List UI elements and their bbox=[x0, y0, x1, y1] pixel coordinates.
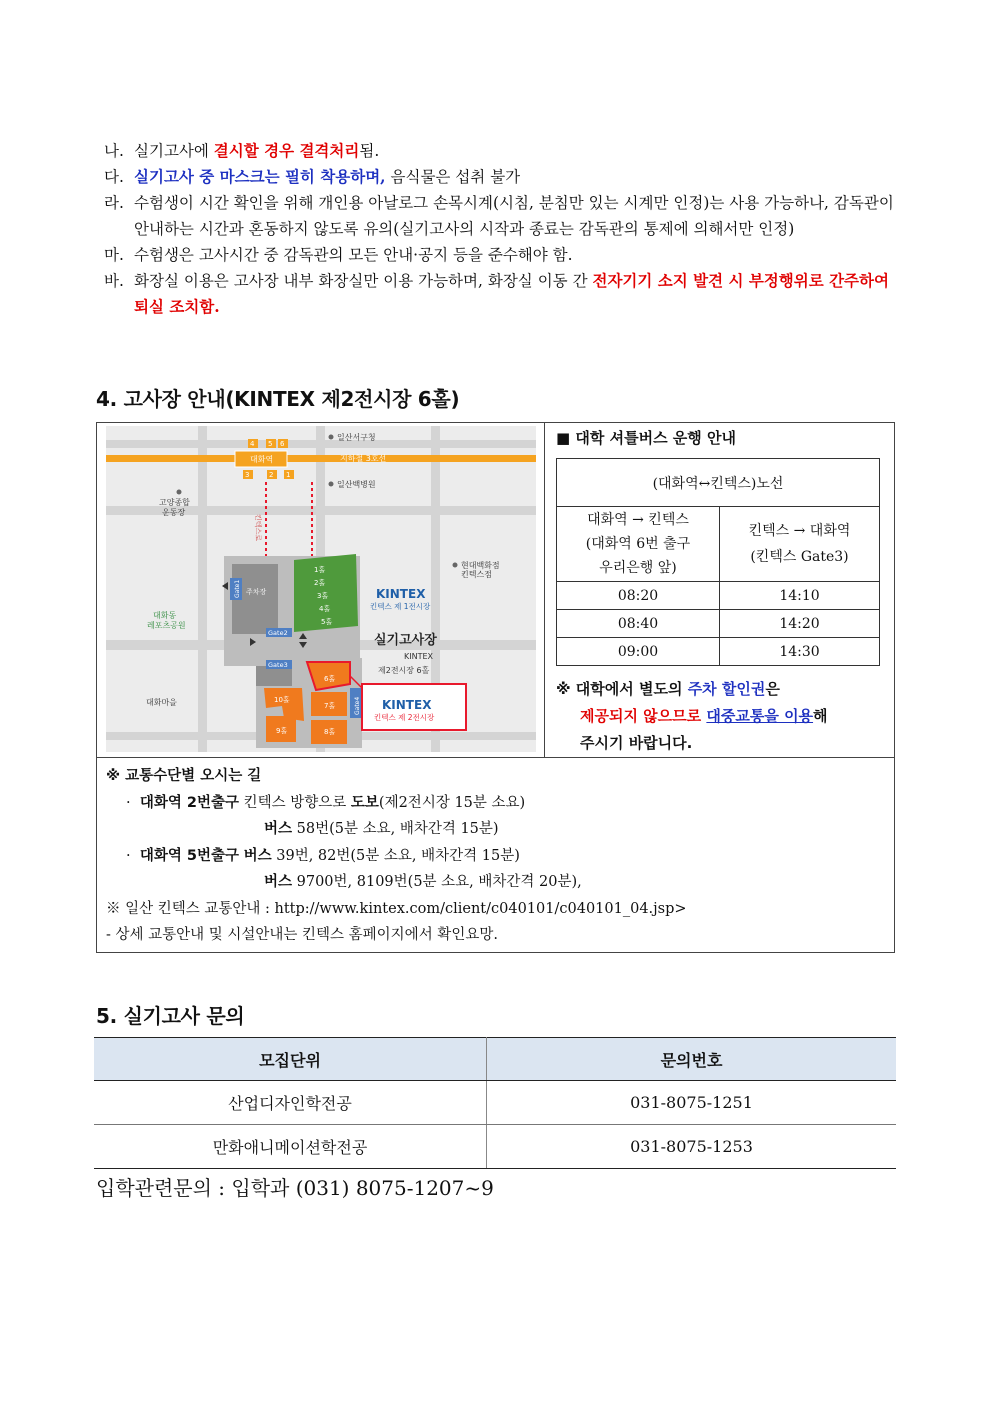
inquiry-dept: 산업디자인학전공 bbox=[94, 1081, 487, 1125]
map-label: 대화동 bbox=[153, 611, 177, 620]
direction-row: · 대화역 2번출구 킨텍스 방향으로 도보(제2전시장 15분 소요) bbox=[126, 794, 526, 811]
shuttle-time: 14:20 bbox=[720, 610, 880, 638]
map-gate: Gate4 bbox=[354, 696, 361, 715]
map-label: 일산서구청 bbox=[337, 433, 376, 442]
map-road-label: 킨텍스로 bbox=[254, 514, 262, 542]
map-hall: 1홀 bbox=[314, 566, 326, 574]
map-hall: 9홀 bbox=[276, 727, 288, 735]
shuttle-col1-header: 대화역 → 킨텍스 (대화역 6번 출구 우리은행 앞) bbox=[557, 507, 720, 582]
map-kintex-2-name: 킨텍스 제 2전시장 bbox=[374, 713, 435, 722]
map-label: 일산백병원 bbox=[337, 480, 376, 489]
map-label: 운동장 bbox=[162, 508, 186, 517]
shuttle-time: 08:40 bbox=[557, 610, 720, 638]
shuttle-time: 08:20 bbox=[557, 582, 720, 610]
notice-item bbox=[104, 164, 894, 190]
map-hall: 3홀 bbox=[317, 592, 329, 600]
notice-text: 음식물은 섭취 불가 bbox=[385, 168, 521, 186]
map-exit: 2 bbox=[269, 471, 274, 479]
inquiry-phone: 031-8075-1253 bbox=[487, 1125, 897, 1169]
map-label: 킨텍스점 bbox=[461, 570, 492, 579]
map-hall: 7홀 bbox=[324, 702, 336, 710]
inquiry-header: 모집단위 bbox=[94, 1038, 487, 1081]
shuttle-route: (대화역↔킨텍스)노선 bbox=[557, 459, 880, 507]
section4-title: 4. 고사장 안내(KINTEX 제2전시장 6홀) bbox=[96, 387, 460, 411]
notice-list bbox=[104, 138, 894, 320]
map-exit: 4 bbox=[250, 440, 255, 448]
map-hall: 5홀 bbox=[321, 618, 333, 626]
map-hall: 2홀 bbox=[314, 579, 326, 587]
notice-item bbox=[104, 268, 894, 320]
shuttle-time: 14:30 bbox=[720, 638, 880, 666]
map-parking: 주차장 bbox=[246, 588, 267, 596]
map-subway: 지하철 3호선 bbox=[340, 454, 387, 463]
shuttle-time: 09:00 bbox=[557, 638, 720, 666]
notice-item bbox=[104, 190, 894, 242]
direction-row: 버스 58번(5분 소요, 배차간격 15분) bbox=[264, 821, 499, 837]
shuttle-time: 14:10 bbox=[720, 582, 880, 610]
map-gate: Gate2 bbox=[268, 629, 288, 637]
notice-text: 결시할 경우 결격처리 bbox=[213, 141, 360, 160]
map-exam-sub: KINTEX bbox=[404, 652, 434, 661]
map-label: 레포츠공원 bbox=[147, 621, 186, 630]
map-label: 대화마을 bbox=[146, 698, 177, 707]
shuttle-title: ■ 대학 셔틀버스 운행 안내 bbox=[556, 429, 736, 447]
notice-marker: 마. bbox=[104, 246, 124, 264]
map-gate: Gate3 bbox=[268, 661, 288, 669]
section5-title: 5. 실기고사 문의 bbox=[96, 1004, 245, 1028]
parking-note: ※ 대학에서 별도의 주차 할인권은 제공되지 않으므로 대중교통을 이용해 주시기 바랍니다. bbox=[556, 680, 828, 752]
venue-map bbox=[106, 426, 536, 752]
notice-marker: 바. bbox=[104, 272, 124, 290]
map-hall: 8홀 bbox=[324, 728, 336, 736]
notice-text: 화장실 이용은 고사장 내부 화장실만 이용 가능하며, 화장실 이동 간 bbox=[134, 272, 593, 290]
map-label: 현대백화점 bbox=[461, 561, 500, 570]
notice-text: 수험생이 시간 확인을 위해 개인용 아날로그 손목시계(시침, 분침만 있는 시계만 인정)는 사용 가능하나, 감독관이 안내하는 시간과 혼동하지 않도록 유의(실기고사의 시작과 종료는 감독관의 통제에 의해서만 인정) bbox=[134, 194, 894, 238]
notice-marker: 나. bbox=[104, 142, 124, 160]
table-row bbox=[94, 1125, 896, 1169]
admission-contact: 입학관련문의 : 입학과 (031) 8075-1207~9 bbox=[96, 1176, 494, 1200]
box-divider bbox=[96, 757, 895, 758]
map-hall: 6홀 bbox=[324, 675, 336, 683]
notice-marker: 라. bbox=[104, 194, 124, 212]
map-gate: Gate1 bbox=[234, 579, 241, 598]
map-exit: 6 bbox=[280, 440, 285, 448]
notice-text: 실기고사 중 마스크는 필히 착용하며, bbox=[134, 167, 386, 186]
notice-marker: 다. bbox=[104, 168, 124, 186]
direction-note: - 상세 교통안내 및 시설안내는 킨텍스 홈페이지에서 확인요망. bbox=[106, 927, 498, 943]
inquiry-table bbox=[94, 1037, 896, 1169]
directions-title: ※ 교통수단별 오시는 길 bbox=[106, 768, 262, 784]
map-exam-title: 실기고사장 bbox=[374, 633, 437, 648]
direction-row: 버스 9700번, 8109번(5분 소요, 배차간격 20분), bbox=[264, 874, 582, 890]
directions bbox=[106, 763, 886, 949]
map-label: 고양종합 bbox=[159, 498, 190, 507]
inquiry-header: 문의번호 bbox=[487, 1038, 897, 1081]
map-hall: 4홀 bbox=[319, 605, 331, 613]
map-kintex-2: KINTEX bbox=[382, 698, 432, 712]
inquiry-dept: 만화애니메이션학전공 bbox=[94, 1125, 487, 1169]
box-divider bbox=[544, 422, 545, 758]
shuttle-col2-header: 킨텍스 → 대화역 (킨텍스 Gate3) bbox=[720, 507, 880, 582]
map-exam-sub: 제2전시장 6홀 bbox=[378, 666, 430, 675]
map-hall: 10홀 bbox=[274, 696, 290, 704]
map-kintex-1: KINTEX bbox=[376, 587, 426, 601]
map-exit: 3 bbox=[245, 471, 250, 479]
map-exit: 5 bbox=[268, 440, 273, 448]
map-exit: 1 bbox=[286, 471, 291, 479]
notice-item bbox=[104, 242, 894, 268]
shuttle-table bbox=[556, 458, 880, 666]
direction-row: · 대화역 5번출구 버스 39번, 82번(5분 소요, 배차간격 15분) bbox=[126, 847, 520, 864]
map-kintex-1-name: 킨텍스 제 1전시장 bbox=[370, 602, 431, 611]
map-station: 대화역 bbox=[250, 455, 274, 464]
notice-text: 실기고사에 bbox=[134, 142, 214, 160]
notice-item bbox=[104, 138, 894, 164]
notice-text: 전자기기 소지 발견 시 부정행위로 간주하여 퇴실 조치함. bbox=[134, 271, 889, 316]
notice-text: 됨. bbox=[359, 142, 380, 160]
notice-text: 수험생은 고사시간 중 감독관의 모든 안내·공지 등을 준수해야 함. bbox=[134, 246, 573, 264]
inquiry-phone: 031-8075-1251 bbox=[487, 1081, 897, 1125]
kintex-link[interactable]: ※ 일산 킨텍스 교통안내 : http://www.kintex.com/client/c040101/c040101_04.jsp> bbox=[106, 900, 687, 917]
table-row bbox=[94, 1081, 896, 1125]
